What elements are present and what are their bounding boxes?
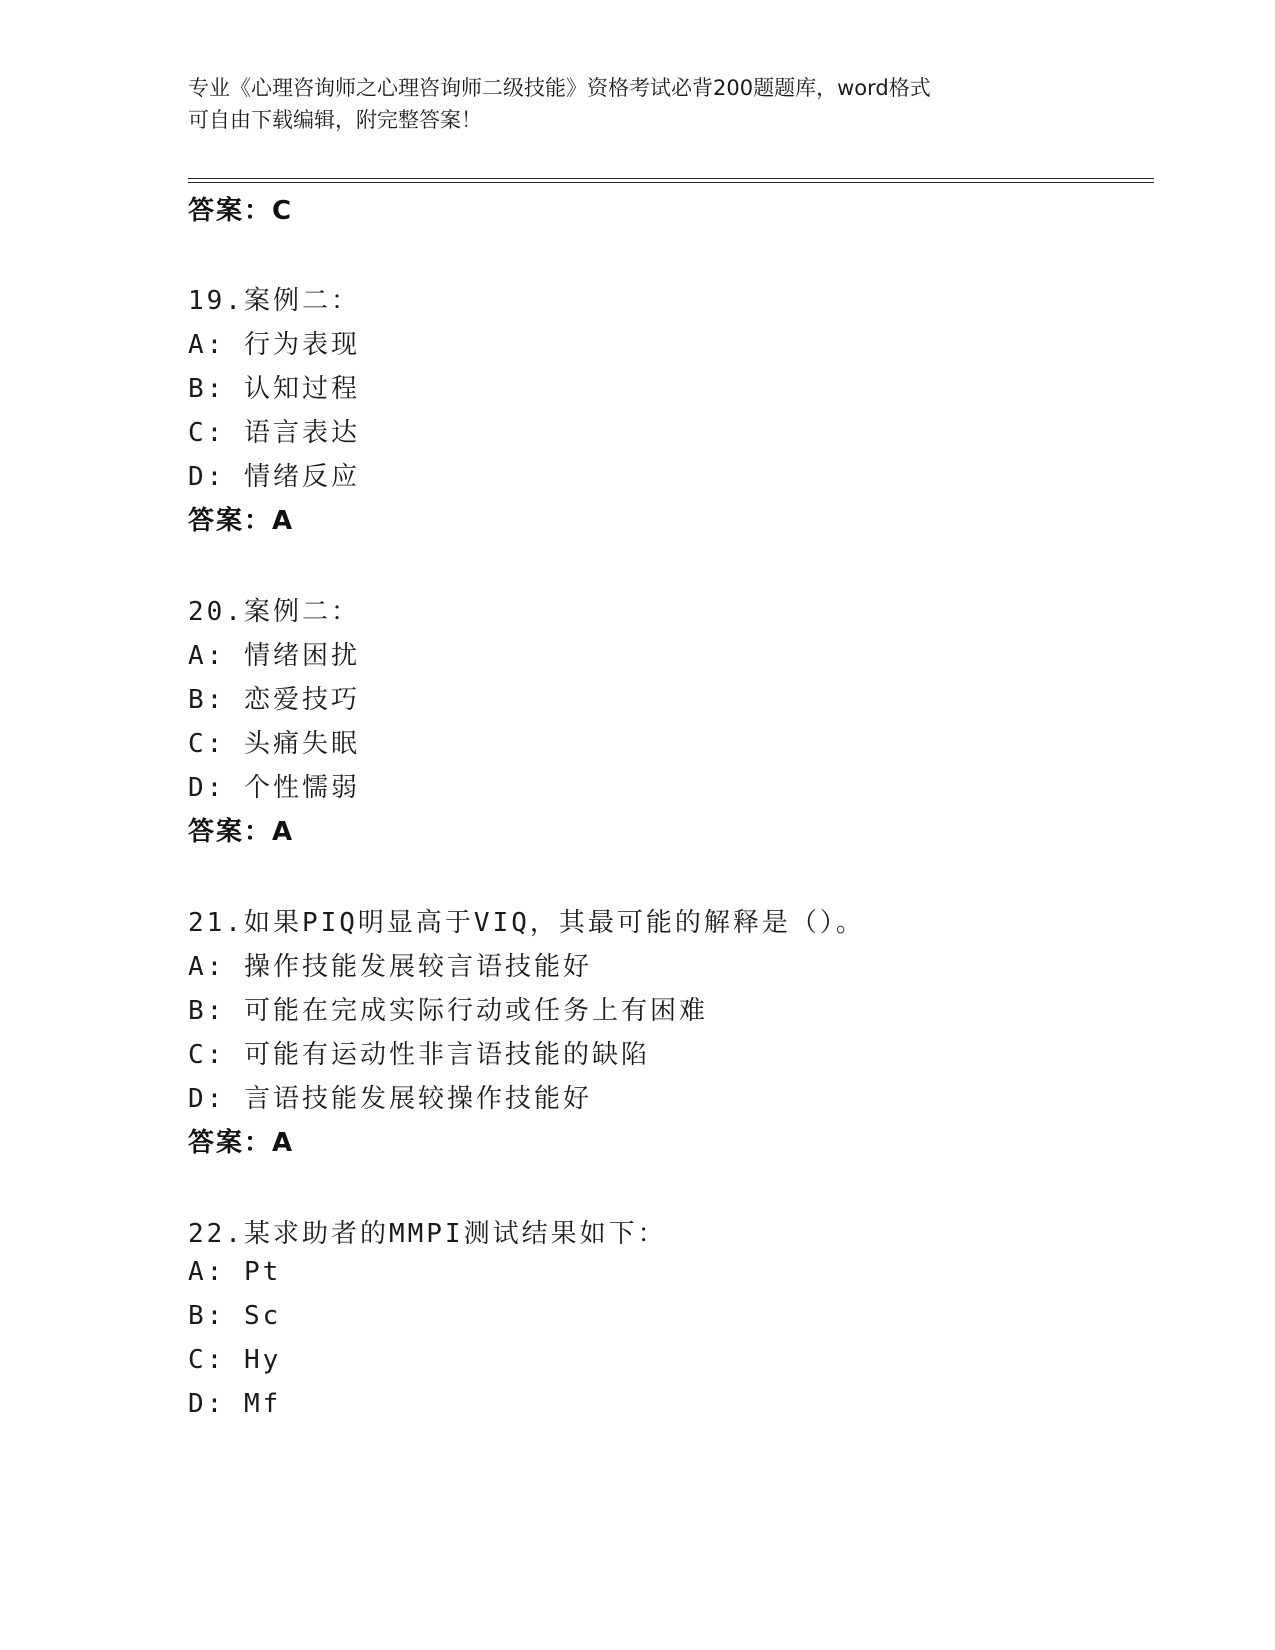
option-d: D: 个性懦弱 [188,773,360,803]
header-line-1: 专业《心理咨询师之心理咨询师二级技能》资格考试必背200题题库，word格式 [188,76,931,100]
option-a: A: 行为表现 [188,330,360,360]
option-b: B: Sc [188,1301,282,1331]
header-line-2: 可自由下载编辑，附完整答案！ [188,108,482,132]
option-a: A: 操作技能发展较言语技能好 [188,952,592,982]
option-a: A: 情绪困扰 [188,641,360,671]
header-divider [188,178,1154,179]
option-b: B: 可能在完成实际行动或任务上有困难 [188,996,708,1026]
option-b: B: 恋爱技巧 [188,685,360,715]
option-d: D: 情绪反应 [188,462,360,492]
option-b: B: 认知过程 [188,374,360,404]
question-title: 22.某求助者的MMPI测试结果如下： [188,1219,667,1249]
option-c: C: 头痛失眠 [188,729,360,759]
answer: 答案：A [188,817,295,847]
option-d: D: Mf [188,1389,282,1419]
header-divider-double [188,182,1154,183]
option-c: C: 语言表达 [188,418,360,448]
question-title: 21.如果PIQ明显高于VIQ，其最可能的解释是（）。 [188,908,865,938]
document-header [188,72,1088,136]
option-c: C: 可能有运动性非言语技能的缺陷 [188,1040,650,1070]
answer: 答案：A [188,506,295,536]
option-a: A: Pt [188,1257,282,1287]
question-title: 20.案例二： [188,597,360,627]
option-d: D: 言语技能发展较操作技能好 [188,1084,592,1114]
previous-answer: 答案：C [188,196,294,226]
question-title: 19.案例二： [188,286,360,316]
option-c: C: Hy [188,1345,282,1375]
answer: 答案：A [188,1128,295,1158]
